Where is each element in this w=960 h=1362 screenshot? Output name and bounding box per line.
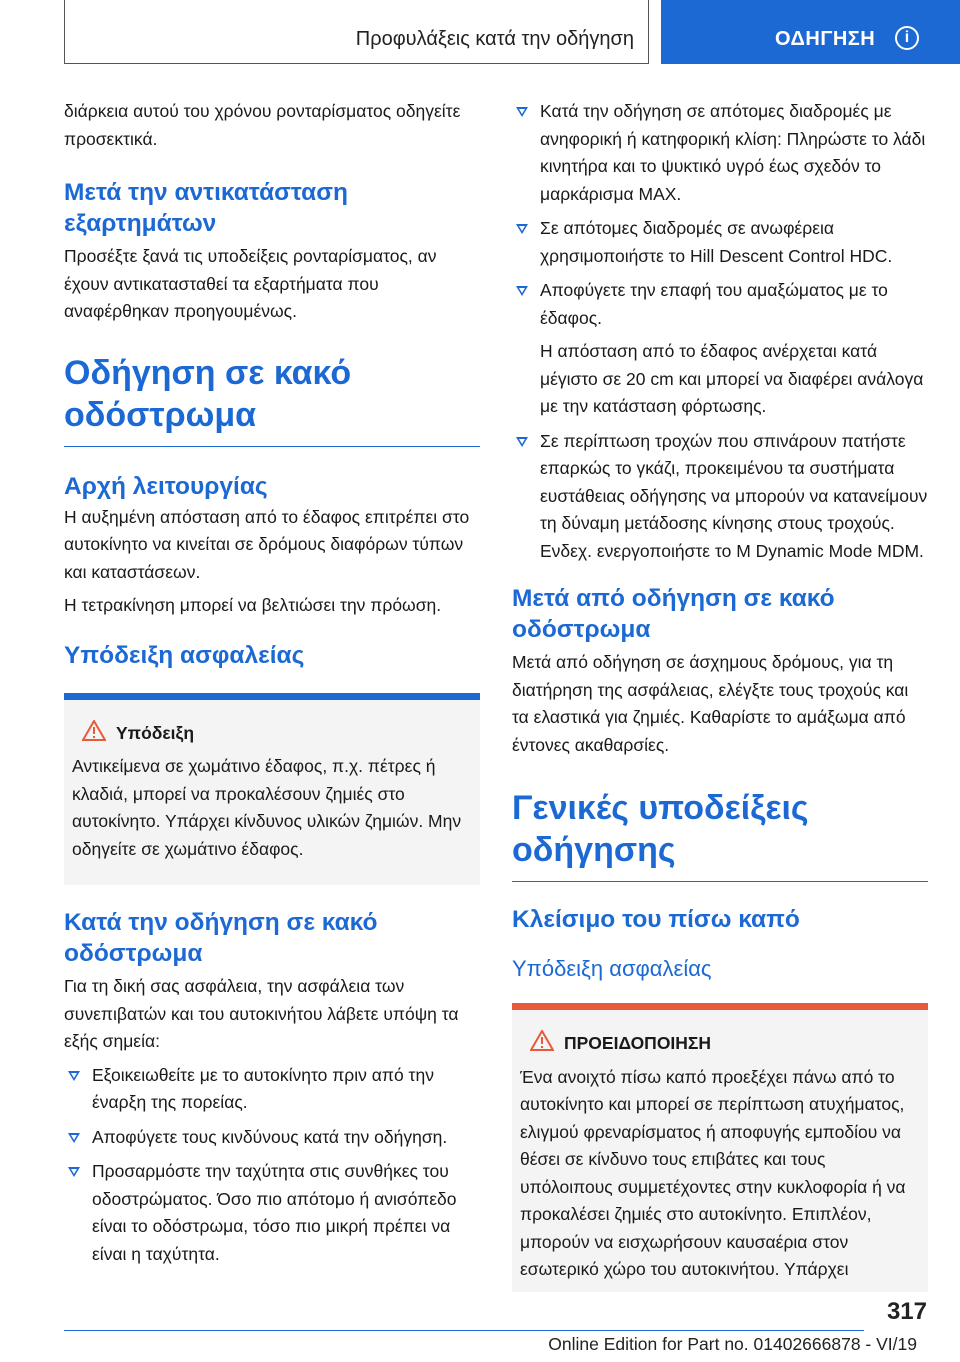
heading-principle: Αρχή λειτουργίας [64, 472, 268, 500]
triangle-bullet-icon [516, 107, 528, 117]
triangle-bullet-icon [68, 1071, 80, 1081]
chapter-title: Προφυλάξεις κατά την οδήγηση [355, 28, 634, 50]
warning-bar [512, 1003, 928, 1010]
notice-box [64, 700, 480, 886]
notice-text: Αντικείμενα σε χωμάτινο έδαφος, π.χ. πέτρες ή κλαδιά, μπορεί να προκαλέσουν ζημιές στο αυτοκίνητο. Υπάρχει κίνδυνος υλικών ζημιών. Μην οδηγείτε σε χωμάτινο έδαφος. [72, 756, 462, 859]
page-number: 317 [886, 1298, 927, 1325]
heading-parts-replacement: Μετά την αντικατάσταση εξαρτημάτων [64, 179, 348, 237]
triangle-bullet-icon [68, 1133, 80, 1143]
heading-bad-road: Οδήγηση σε κακό οδόστρωμα [64, 353, 352, 434]
triangle-bullet-icon [68, 1167, 80, 1177]
section-tab[interactable] [661, 0, 960, 64]
triangle-bullet-icon [516, 437, 528, 447]
left-column [64, 98, 480, 1268]
list-item: Σε περίπτωση τροχών που σπινάρουν πατήστε επαρκώς το γκάζι, προκειμένου τα συστήματα ευστάθειας οδήγησης να μπορούν να κατανείμουν τη δύναμη μετάδοσης κίνησης στους τροχούς. Ενδεχ. ενεργοποιήστε το M Dynamic Mode MDM. [512, 428, 928, 566]
after-text: Μετά από οδήγηση σε άσχημους δρόμους, για τη διατήρηση της ασφάλειας, ελέγξτε τους τροχούς και τα ελαστικά για ζημιές. Καθαρίστε το αμάξωμα από έντονες ακαθαρσίες. [512, 652, 909, 755]
warning-text: Ένα ανοιχτό πίσω καπό προεξέχει πάνω από το αυτοκίνητο και μπορεί σε περίπτωση ατυχήματος, ελιγμού φρεναρίσματος ή αποφυγής εμποδίου να θέσει σε κίνδυνο τους επιβάτες και τους υπόλοιπους συμμετέχοντες στην κυκλοφορία ή να προκαλέσει ζημιές στο αυτοκίνητο. Επιπλέον, μπορούν να εισχωρήσουν καυσαέρια στον εσωτερικό χώρο του αυτοκινήτου. Υπάρχει [520, 1066, 906, 1279]
heading-driving: Κατά την οδήγηση σε κακό οδόστρωμα [64, 909, 378, 967]
parts-text: Προσέξτε ξανά τις υποδείξεις ρονταρίσματος, αν έχουν αντικατασταθεί τα εξαρτήματα που αναφέρθηκαν προηγουμένως. [64, 246, 437, 321]
warning-triangle-icon [530, 1030, 554, 1051]
section-title: ΟΔΗΓΗΣΗ [775, 28, 876, 50]
warning-box [512, 1010, 928, 1292]
heading-safety-note: Υπόδειξη ασφαλείας [512, 956, 712, 981]
info-icon: i [895, 26, 919, 50]
intro-text: διάρκεια αυτού του χρόνου ρονταρίσματος οδηγείτε προσεκτικά. [64, 101, 461, 149]
warning-title: ΠΡΟΕΙΔΟΠΟΙΗΣΗ [564, 1033, 712, 1053]
list-item: Εξοικειωθείτε με το αυτοκίνητο πριν από την έναρξη της πορείας. [64, 1062, 480, 1117]
heading-trunk: Κλείσιμο του πίσω καπό [512, 906, 800, 933]
heading-safety: Υπόδειξη ασφαλείας [64, 641, 305, 669]
ground-note: Η απόσταση από το έδαφος ανέρχεται κατά μέγιστο σε 20 cm και μπορεί να διαφέρει ανάλογα με την κατάσταση φόρτωσης. [540, 341, 924, 416]
notice-title: Υπόδειξη [116, 722, 195, 743]
triangle-bullet-icon [516, 286, 528, 296]
triangle-bullet-icon [516, 224, 528, 234]
footer-rule [64, 1330, 864, 1331]
right-column [512, 98, 928, 1292]
driving-intro: Για τη δική σας ασφάλεια, την ασφάλεια των συνεπιβατών και του αυτοκινήτου λάβετε υπόψη τα εξής σημεία: [64, 976, 459, 1051]
list-item: Αποφύγετε την επαφή του αμαξώματος με το έδαφος. [512, 277, 928, 332]
list-item: Αποφύγετε τους κινδύνους κατά την οδήγηση. [64, 1124, 480, 1152]
notice-bar [64, 693, 480, 700]
driving-list [64, 1062, 480, 1269]
list-item: Προσαρμόστε την ταχύτητα στις συνθήκες του οδοστρώματος. Όσο πιο απότομο ή ανισόπεδο είναι το οδόστρωμα, τόσο πιο μικρή πρέπει να είναι η ταχύτητα. [64, 1158, 480, 1268]
heading-after: Μετά από οδήγηση σε κακό οδόστρωμα [512, 585, 835, 643]
list-item: Σε απότομες διαδρομές σε ανωφέρεια χρησιμοποιήστε το Hill Descent Control HDC. [512, 215, 928, 270]
spin-list [512, 428, 928, 566]
principle-text-1: Η αυξημένη απόσταση από το έδαφος επιτρέπει στο αυτοκίνητο να κινείται σε δρόμους διαφόρων τύπων και καταστάσεων. [64, 506, 470, 582]
principle-text-2: Η τετρακίνηση μπορεί να βελτιώσει την πρόωση. [64, 595, 442, 615]
steep-list [512, 98, 928, 332]
chapter-header [64, 0, 649, 64]
warning-triangle-icon [82, 720, 106, 741]
list-item: Κατά την οδήγηση σε απότομες διαδρομές με ανηφορική ή κατηφορική κλίση: Πληρώστε το λάδι κινητήρα και το ψυκτικό υγρό έως σχεδόν το μαρκάρισμα MAX. [512, 98, 928, 208]
edition-text: Online Edition for Part no. 01402666878 - VI/19 [548, 1334, 917, 1354]
heading-general: Γενικές υποδείξεις οδήγησης [512, 789, 809, 869]
